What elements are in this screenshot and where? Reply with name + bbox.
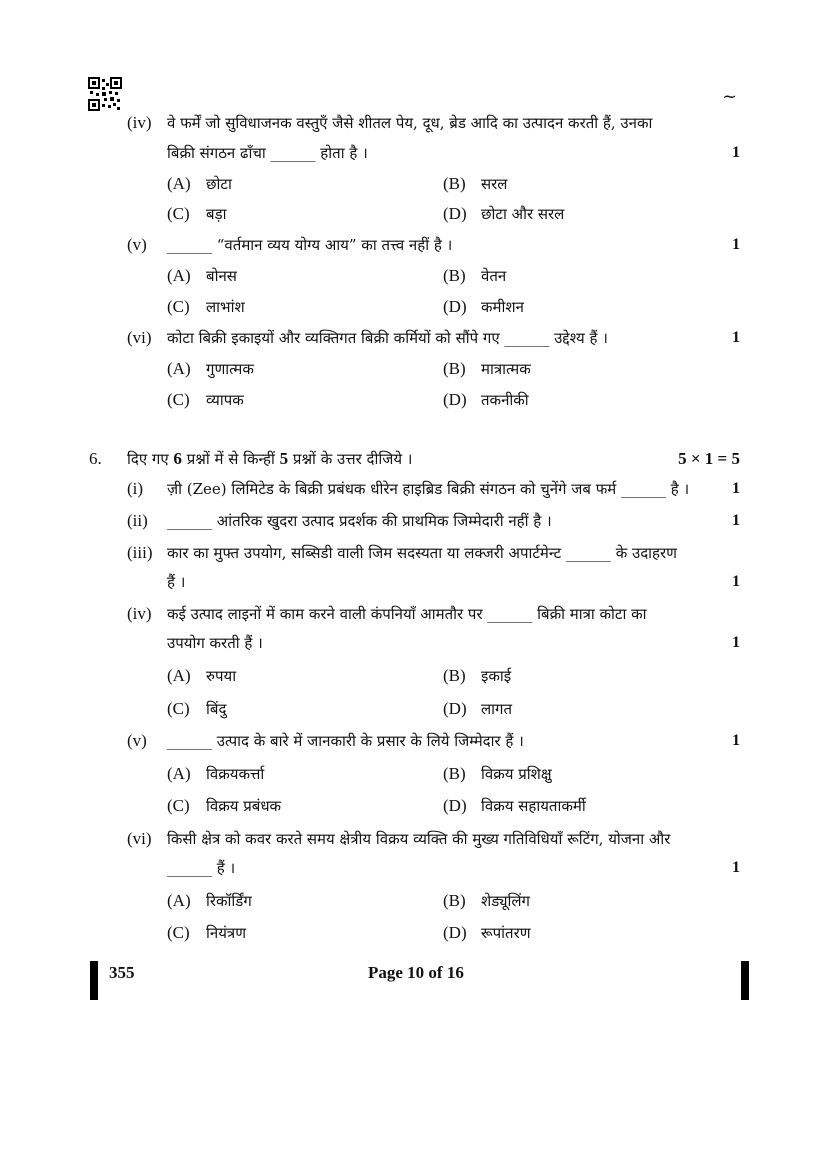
option-label: (C)	[167, 204, 190, 223]
q6-v-number: (v)	[127, 731, 147, 750]
q6-ii-marks: 1	[732, 512, 740, 529]
q5-vi-text-line1: कोटा बिक्री इकाइयों और व्यक्तिगत बिक्री कर्मियों को सौंपे गए ______ उद्देश्य हैं ।	[167, 329, 608, 347]
option-label: (D)	[443, 297, 467, 316]
option-text: विक्रयकर्त्ता	[206, 765, 265, 783]
q5-v-number: (v)	[127, 235, 147, 254]
option-text: बिंदु	[206, 700, 227, 718]
option-text: वेतन	[481, 267, 507, 285]
option-label: (D)	[443, 699, 467, 718]
q6-iii-text-line2: हैं ।	[167, 573, 186, 591]
option-text: रुपया	[206, 667, 237, 685]
option-text: छोटा और सरल	[481, 205, 565, 223]
q6-iii-text-line1: कार का मुफ्त उपयोग, सब्सिडी वाली जिम सदस्यता या लक्जरी अपार्टमेन्ट ______ के उदाहरण	[167, 544, 678, 562]
option-label: (A)	[167, 359, 191, 378]
q6-iv-marks: 1	[732, 634, 740, 651]
option-label: (C)	[167, 699, 190, 718]
option-text: सरल	[481, 175, 508, 193]
q6-ii-number: (ii)	[127, 511, 148, 530]
option-text: लागत	[481, 700, 513, 718]
option-label: (B)	[443, 359, 466, 378]
q6-vi-text-line2: ______ हैं ।	[167, 859, 236, 877]
page-number: Page 10 of 16	[368, 963, 464, 982]
option-label: (A)	[167, 174, 191, 193]
option-text: विक्रय प्रबंधक	[206, 797, 282, 815]
q5-vi-number: (vi)	[127, 328, 152, 347]
q5-iv-number: (iv)	[127, 113, 152, 132]
qr-code	[88, 77, 122, 111]
q6-number: 6.	[89, 449, 102, 468]
option-text: व्यापक	[206, 391, 244, 409]
tilde-mark: ~	[722, 86, 738, 107]
option-label: (B)	[443, 266, 466, 285]
option-text: बड़ा	[206, 205, 227, 223]
option-label: (C)	[167, 923, 190, 942]
paper-code: 355	[109, 963, 135, 982]
option-text: नियंत्रण	[206, 924, 247, 942]
option-label: (A)	[167, 764, 191, 783]
option-label: (D)	[443, 923, 467, 942]
option-text: तकनीकी	[481, 391, 529, 409]
option-text: बोनस	[206, 267, 237, 285]
q5-iv-text-line1: वे फर्में जो सुविधाजनक वस्तुएँ जैसे शीतल पेय, दूध, ब्रेड आदि का उत्पादन करती हैं, उनका	[167, 114, 653, 132]
option-label: (C)	[167, 390, 190, 409]
option-label: (A)	[167, 891, 191, 910]
q6-v-text-line1: ______ उत्पाद के बारे में जानकारी के प्रसार के लिये जिम्मेदार हैं ।	[167, 732, 524, 750]
q6-i-number: (i)	[127, 479, 144, 498]
option-text: छोटा	[206, 175, 232, 193]
q5-v-marks: 1	[732, 236, 740, 253]
footer-right-bar	[741, 961, 749, 1000]
option-text: इकाई	[481, 667, 512, 685]
q6-v-marks: 1	[732, 732, 740, 749]
q6-iv-text-line2: उपयोग करती हैं ।	[167, 634, 263, 652]
option-text: गुणात्मक	[206, 360, 254, 378]
option-text: रिकॉर्डिंग	[206, 892, 252, 910]
option-label: (B)	[443, 174, 466, 193]
q5-vi-marks: 1	[732, 329, 740, 346]
option-text: विक्रय सहायताकर्मी	[481, 797, 586, 815]
q6-total-marks: 5 × 1 = 5	[678, 449, 740, 468]
option-label: (D)	[443, 796, 467, 815]
footer-left-bar	[90, 961, 98, 1000]
option-label: (C)	[167, 796, 190, 815]
option-label: (D)	[443, 390, 467, 409]
option-text: मात्रात्मक	[481, 360, 531, 378]
q6-iii-marks: 1	[732, 573, 740, 590]
q6-iv-number: (iv)	[127, 604, 152, 623]
option-label: (A)	[167, 266, 191, 285]
q6-instruction: दिए गए 6 प्रश्नों में से किन्हीं 5 प्रश्नों के उत्तर दीजिये ।	[127, 449, 413, 468]
option-text: विक्रय प्रशिक्षु	[481, 765, 552, 783]
q6-ii-text-line1: ______ आंतरिक खुदरा उत्पाद प्रदर्शक की प्राथमिक जिम्मेदारी नहीं है ।	[167, 512, 552, 530]
option-text: कमीशन	[481, 298, 524, 316]
q6-i-marks: 1	[732, 480, 740, 497]
q6-iv-text-line1: कई उत्पाद लाइनों में काम करने वाली कंपनियाँ आमतौर पर ______ बिक्री मात्रा कोटा का	[167, 605, 647, 623]
option-label: (A)	[167, 666, 191, 685]
option-text: लाभांश	[206, 298, 245, 316]
q5-iv-marks: 1	[732, 144, 740, 161]
q6-vi-marks: 1	[732, 859, 740, 876]
q5-v-text-line1: ______ “वर्तमान व्यय योग्य आय” का तत्त्व नहीं है ।	[167, 236, 453, 254]
option-label: (B)	[443, 891, 466, 910]
option-text: शेड्यूलिंग	[481, 892, 531, 910]
q6-i-text-line1: ज़ी (Zee) लिमिटेड के बिक्री प्रबंधक धीरेन हाइब्रिड बिक्री संगठन को चुनेंगे जब फर्म ______ है ।	[167, 480, 690, 498]
option-label: (C)	[167, 297, 190, 316]
q6-iii-number: (iii)	[127, 543, 153, 562]
option-label: (B)	[443, 666, 466, 685]
q6-vi-number: (vi)	[127, 829, 152, 848]
option-text: रूपांतरण	[481, 924, 531, 942]
option-label: (B)	[443, 764, 466, 783]
option-label: (D)	[443, 204, 467, 223]
q6-vi-text-line1: किसी क्षेत्र को कवर करते समय क्षेत्रीय विक्रय व्यक्ति की मुख्य गतिविधियाँ रूटिंग, योजना और	[167, 830, 671, 848]
q5-iv-text-line2: बिक्री संगठन ढाँचा ______ होता है ।	[167, 144, 368, 162]
